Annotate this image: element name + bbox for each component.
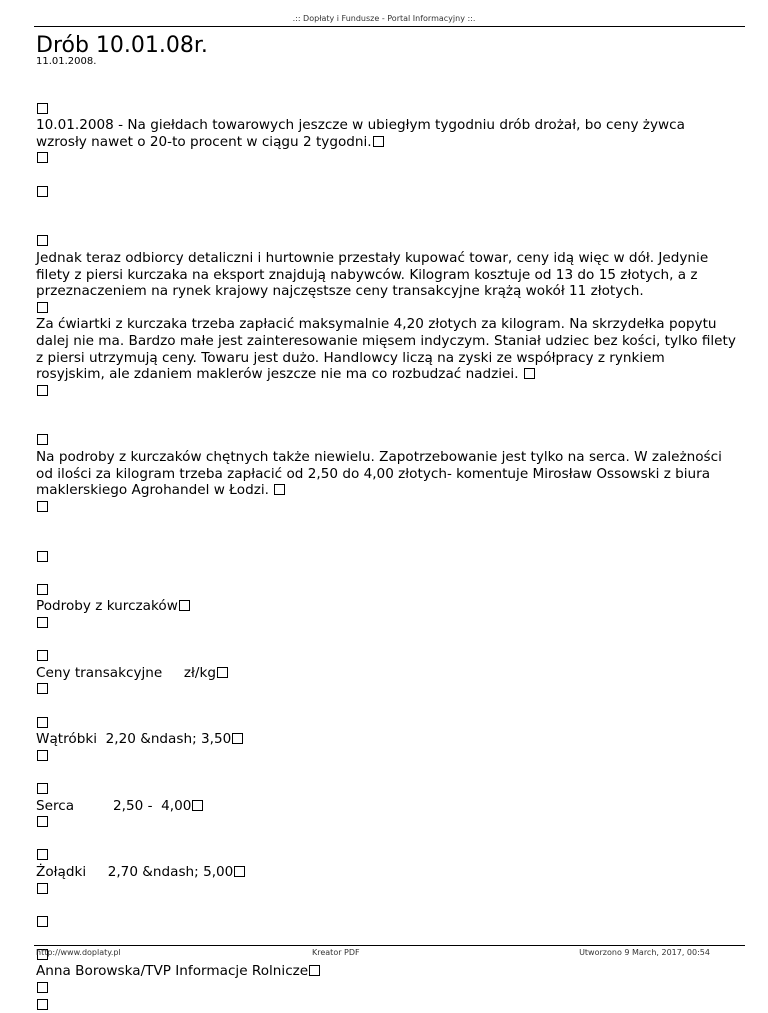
table-row: Wątróbki 2,20 &ndash; 3,50 [36, 731, 736, 748]
footer-url-link[interactable]: http://www.doplaty.pl [36, 948, 121, 957]
missing-glyph-icon [37, 982, 48, 993]
missing-glyph-icon [37, 783, 48, 794]
missing-glyph-icon [37, 103, 48, 114]
missing-glyph-icon [37, 916, 48, 927]
missing-glyph-icon [179, 600, 190, 611]
missing-glyph-icon [234, 866, 245, 877]
missing-glyph-icon [37, 816, 48, 827]
missing-glyph-icon [373, 136, 384, 147]
paragraph: 10.01.2008 - Na giełdach towarowych jeszcze w ubiegłym tygodniu drób drożał, bo ceny żywca wzrosły nawet o 20-to procent w ciągu 2 tygodni. [36, 117, 685, 150]
paragraph: Jednak teraz odbiorcy detaliczni i hurtownie przestały kupować towar, ceny idą więc w dół. Jedynie filety z piersi kurczaka na eksport znajdują nabywców. Kilogram kosztuje od 13 do 15 złotych, a z przeznaczeniem na rynek krajowy najczęstsze ceny transakcyjne krążą wokół 11 złotych. [36, 249, 709, 300]
paragraph: Za ćwiartki z kurczaka trzeba zapłacić maksymalnie 4,20 złotych za kilogram. Na skrzydełka popytu dalej nie ma. Bardzo małe jest zainteresowanie mięsem indyczym. Staniał udziec bez kości, tylko filety z piersi utrzymują ceny. Towaru jest dużo. Handlowcy liczą na zyski ze współpracy z rynkiem rosyjskim, ale zdaniem maklerów jeszcze nie ma co rozbudzać nadziei. [36, 316, 736, 383]
missing-glyph-icon [192, 800, 203, 811]
missing-glyph-icon [524, 368, 535, 379]
missing-glyph-icon [274, 484, 285, 495]
missing-glyph-icon [37, 849, 48, 860]
missing-glyph-icon [37, 434, 48, 445]
page-header-title: .:: Dopłaty i Fundusze - Portal Informacyjny ::. [292, 14, 476, 23]
missing-glyph-icon [37, 999, 48, 1010]
table-title: Podroby z kurczaków [36, 598, 736, 615]
missing-glyph-icon [37, 551, 48, 562]
missing-glyph-icon [37, 717, 48, 728]
missing-glyph-icon [37, 501, 48, 512]
missing-glyph-icon [232, 733, 243, 744]
article-date: 11.01.2008. [36, 56, 97, 67]
missing-glyph-icon [37, 617, 48, 628]
missing-glyph-icon [37, 683, 48, 694]
table-row: Serca 2,50 - 4,00 [36, 798, 736, 815]
missing-glyph-icon [37, 883, 48, 894]
paragraph: Na podroby z kurczaków chętnych także niewielu. Zapotrzebowanie jest tylko na serca. W zależności od ilości za kilogram trzeba zapłacić od 2,50 do 4,00 złotych- komentuje Mirosław Ossowski z biura maklerskiego Agrohandel w Łodzi. [36, 449, 722, 499]
missing-glyph-icon [37, 750, 48, 761]
missing-glyph-icon [37, 650, 48, 661]
missing-glyph-icon [37, 584, 48, 595]
article-body [36, 84, 736, 1013]
footer-divider [34, 945, 745, 946]
missing-glyph-icon [37, 385, 48, 396]
missing-glyph-icon [37, 302, 48, 313]
source-credit: Anna Borowska/TVP Informacje Rolnicze [36, 963, 736, 980]
article-title: Drób 10.01.08r. [36, 33, 208, 58]
table-header: Ceny transakcyjne zł/kg [36, 665, 736, 682]
missing-glyph-icon [37, 235, 48, 246]
missing-glyph-icon [37, 186, 48, 197]
table-row: Żołądki 2,70 &ndash; 5,00 [36, 864, 736, 881]
missing-glyph-icon [37, 152, 48, 163]
footer-created-date: Utworzono 9 March, 2017, 00:54 [579, 948, 710, 957]
missing-glyph-icon [309, 965, 320, 976]
footer-creator: Kreator PDF [312, 948, 360, 957]
missing-glyph-icon [217, 667, 228, 678]
header-divider [34, 26, 745, 27]
